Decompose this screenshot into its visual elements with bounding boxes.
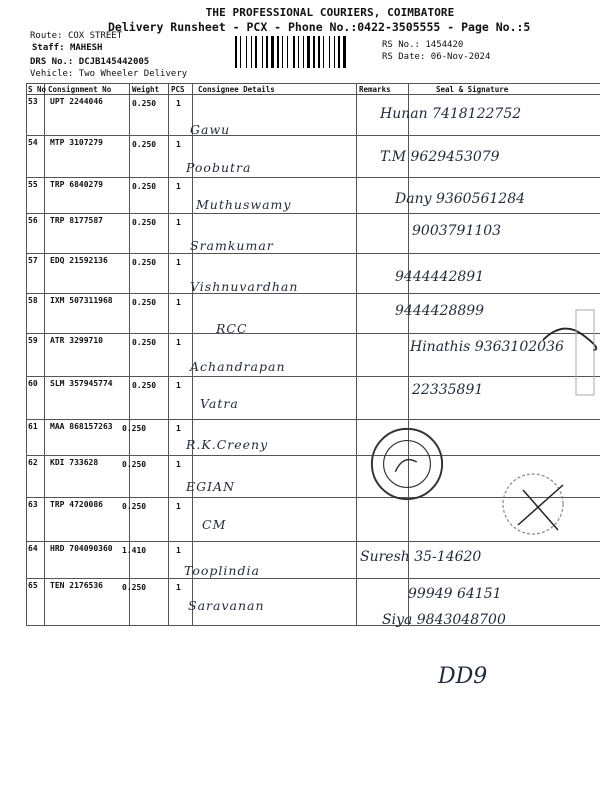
vehicle-label: Vehicle: bbox=[30, 69, 74, 79]
row-pcs: 1 bbox=[176, 99, 181, 108]
rs-date-value: 06-Nov-2024 bbox=[430, 52, 491, 62]
barcode-bar bbox=[343, 36, 346, 68]
faint-round-stamp bbox=[488, 470, 588, 540]
row-signature-handwriting: 9003791103 bbox=[412, 223, 502, 239]
row-consignment-no: TRP 4720086 bbox=[50, 500, 103, 509]
rs-date-line bbox=[382, 52, 490, 62]
col-divider bbox=[26, 83, 27, 625]
company-title: THE PROFESSIONAL COURIERS, COIMBATORE bbox=[205, 6, 455, 19]
row-divider bbox=[26, 578, 600, 579]
staff-line bbox=[32, 43, 102, 53]
row-divider bbox=[26, 376, 600, 377]
row-sno: 58 bbox=[28, 296, 38, 305]
barcode-bar bbox=[293, 36, 295, 68]
row-pcs: 1 bbox=[176, 502, 181, 511]
row-consignee-handwriting: Vatra bbox=[200, 396, 239, 411]
row-sno: 65 bbox=[28, 581, 38, 590]
row-signature-handwriting: Dany 9360561284 bbox=[395, 191, 526, 207]
runsheet-title: Delivery Runsheet - PCX - Phone No.:0422-3505555 - Page No.:5 bbox=[108, 20, 531, 34]
rs-no-line bbox=[382, 40, 463, 50]
barcode-bar bbox=[266, 36, 268, 68]
row-consignee-handwriting: Tooplindia bbox=[184, 563, 260, 578]
row-sno: 53 bbox=[28, 97, 38, 106]
row-pcs: 1 bbox=[176, 338, 181, 347]
row-sno: 61 bbox=[28, 422, 38, 431]
route-line bbox=[30, 31, 122, 41]
barcode-bar bbox=[240, 36, 241, 68]
col-divider bbox=[129, 83, 130, 625]
row-sno: 59 bbox=[28, 336, 38, 345]
row-divider bbox=[26, 625, 600, 626]
barcode-bar bbox=[282, 36, 283, 68]
row-consignee-handwriting: Saravanan bbox=[188, 598, 265, 613]
row-consignment-no: UPT 2244046 bbox=[50, 97, 103, 106]
col-header-weight: Weight bbox=[132, 85, 160, 94]
barcode-bar bbox=[255, 36, 257, 68]
row-divider bbox=[26, 541, 600, 542]
row-sno: 64 bbox=[28, 544, 38, 553]
row-signature-handwriting: Hunan 7418122752 bbox=[380, 106, 522, 122]
row-weight: 0.250 bbox=[122, 502, 147, 511]
row-pcs: 1 bbox=[176, 218, 181, 227]
row-weight: 1.410 bbox=[122, 546, 147, 555]
row-pcs: 1 bbox=[176, 140, 181, 149]
row-pcs: 1 bbox=[176, 381, 181, 390]
rs-no-value: 1454420 bbox=[425, 40, 464, 50]
row-sno: 63 bbox=[28, 500, 38, 509]
col-header-consignee: Consignee Details bbox=[198, 85, 275, 94]
row-sno: 55 bbox=[28, 180, 38, 189]
staff-value: MAHESH bbox=[69, 43, 103, 53]
drs-label: DRS No.: bbox=[30, 57, 74, 67]
barcode-bar bbox=[313, 36, 315, 68]
col-header-remarks: Remarks bbox=[359, 85, 391, 94]
row-consignee-handwriting: Sramkumar bbox=[190, 238, 274, 253]
row-weight: 0.250 bbox=[132, 381, 157, 390]
row-consignee-handwriting: Achandrapan bbox=[190, 359, 286, 374]
row-signature-handwriting: 9444428899 bbox=[395, 303, 485, 319]
barcode-bar bbox=[246, 36, 247, 68]
barcode-bar bbox=[287, 36, 288, 68]
row-weight: 0.250 bbox=[132, 258, 157, 267]
row-consignee-handwriting: RCC bbox=[216, 321, 248, 336]
row-weight: 0.250 bbox=[132, 338, 157, 347]
barcode-bar bbox=[338, 36, 340, 68]
row-sno: 54 bbox=[28, 138, 38, 147]
row-consignment-no: TEN 2176536 bbox=[50, 581, 103, 590]
row-sno: 60 bbox=[28, 379, 38, 388]
row-signature-handwriting: T.M 9629453079 bbox=[380, 149, 500, 165]
row-weight: 0.250 bbox=[132, 99, 157, 108]
row-consignee-handwriting: Poobutra bbox=[186, 160, 252, 175]
row-weight: 0.250 bbox=[132, 218, 157, 227]
row-signature-handwriting: Hinathis 9363102036 bbox=[410, 339, 564, 355]
row-weight: 0.250 bbox=[122, 460, 147, 469]
row-divider bbox=[26, 419, 600, 420]
vehicle-line bbox=[30, 69, 187, 79]
table-header-border bbox=[26, 94, 600, 95]
row-sno: 56 bbox=[28, 216, 38, 225]
col-divider bbox=[356, 83, 357, 625]
staff-label: Staff: bbox=[32, 43, 65, 53]
row-sno: 57 bbox=[28, 256, 38, 265]
row-sno: 62 bbox=[28, 458, 38, 467]
row-consignment-no: TRP 8177587 bbox=[50, 216, 103, 225]
row-pcs: 1 bbox=[176, 546, 181, 555]
rs-date-label: RS Date: bbox=[382, 52, 426, 62]
row-divider bbox=[26, 455, 600, 456]
row-divider bbox=[26, 253, 600, 254]
col-header-seal: Seal & Signature bbox=[436, 85, 509, 94]
row-signature-handwriting: 22335891 bbox=[412, 382, 484, 398]
row-divider bbox=[26, 293, 600, 294]
row-signature-handwriting: 9444442891 bbox=[395, 269, 485, 285]
vehicle-value: Two Wheeler Delivery bbox=[78, 69, 188, 79]
drs-line bbox=[30, 57, 149, 67]
row-signature-handwriting: Suresh 35-14620 bbox=[360, 549, 482, 565]
row-divider bbox=[26, 177, 600, 178]
runsheet-table bbox=[26, 83, 600, 625]
barcode-bar bbox=[277, 36, 279, 68]
row-consignee-handwriting: Gawu bbox=[190, 122, 231, 137]
row-divider bbox=[26, 213, 600, 214]
row-weight: 0.250 bbox=[122, 424, 147, 433]
side-signature-stamp bbox=[538, 300, 598, 400]
row-consignment-no: MAA 868157263 bbox=[50, 422, 113, 431]
barcode-bar bbox=[262, 36, 263, 68]
barcode-bar bbox=[251, 36, 252, 68]
footer-note: DD9 bbox=[438, 664, 488, 689]
row-weight: 0.250 bbox=[132, 298, 157, 307]
row-pcs: 1 bbox=[176, 182, 181, 191]
row-consignment-no: SLM 357945774 bbox=[50, 379, 113, 388]
row-consignment-no: HRD 704090360 bbox=[50, 544, 113, 553]
col-header-sno: S No bbox=[28, 85, 47, 94]
row-pcs: 1 bbox=[176, 583, 181, 592]
row-consignment-no: TRP 6840279 bbox=[50, 180, 103, 189]
barcode-bar bbox=[329, 36, 330, 68]
extra-signature: Siya 9843048700 bbox=[382, 612, 506, 628]
route-value: COX STREET bbox=[67, 31, 123, 41]
row-consignment-no: MTP 3107279 bbox=[50, 138, 103, 147]
row-consignee-handwriting: R.K.Creeny bbox=[186, 437, 269, 452]
drs-value: DCJB145442005 bbox=[78, 57, 150, 67]
rk-electricals-stamp bbox=[368, 425, 446, 503]
col-header-consignment: Consignment No bbox=[48, 85, 112, 94]
rs-no-label: RS No.: bbox=[382, 40, 420, 50]
row-divider bbox=[26, 135, 600, 136]
row-consignee-handwriting: Muthuswamy bbox=[196, 197, 292, 212]
row-weight: 0.250 bbox=[122, 583, 147, 592]
barcode bbox=[235, 36, 375, 68]
barcode-bar bbox=[318, 36, 320, 68]
row-consignment-no: KDI 733628 bbox=[50, 458, 99, 467]
row-divider bbox=[26, 333, 600, 334]
barcode-bar bbox=[307, 36, 310, 68]
barcode-bar bbox=[334, 36, 335, 68]
col-divider bbox=[168, 83, 169, 625]
barcode-bar bbox=[303, 36, 304, 68]
barcode-bar bbox=[235, 36, 237, 68]
col-divider bbox=[44, 83, 45, 625]
row-consignee-handwriting: Vishnuvardhan bbox=[190, 279, 299, 294]
row-consignee-handwriting: EGIAN bbox=[186, 479, 236, 494]
barcode-bar bbox=[271, 36, 274, 68]
row-pcs: 1 bbox=[176, 258, 181, 267]
table-top-border bbox=[26, 83, 600, 84]
row-pcs: 1 bbox=[176, 424, 181, 433]
row-consignment-no: ATR 3299710 bbox=[50, 336, 103, 345]
col-header-pcs: PCS bbox=[171, 85, 185, 94]
row-signature-handwriting: 99949 64151 bbox=[408, 586, 502, 602]
row-pcs: 1 bbox=[176, 298, 181, 307]
row-consignment-no: EDQ 21592136 bbox=[50, 256, 108, 265]
barcode-bar bbox=[298, 36, 299, 68]
barcode-bar bbox=[323, 36, 324, 68]
row-consignee-handwriting: CM bbox=[202, 517, 227, 532]
row-pcs: 1 bbox=[176, 460, 181, 469]
row-consignment-no: IXM 507311968 bbox=[50, 296, 113, 305]
row-weight: 0.250 bbox=[132, 140, 157, 149]
row-weight: 0.250 bbox=[132, 182, 157, 191]
route-label: Route: bbox=[30, 31, 63, 41]
